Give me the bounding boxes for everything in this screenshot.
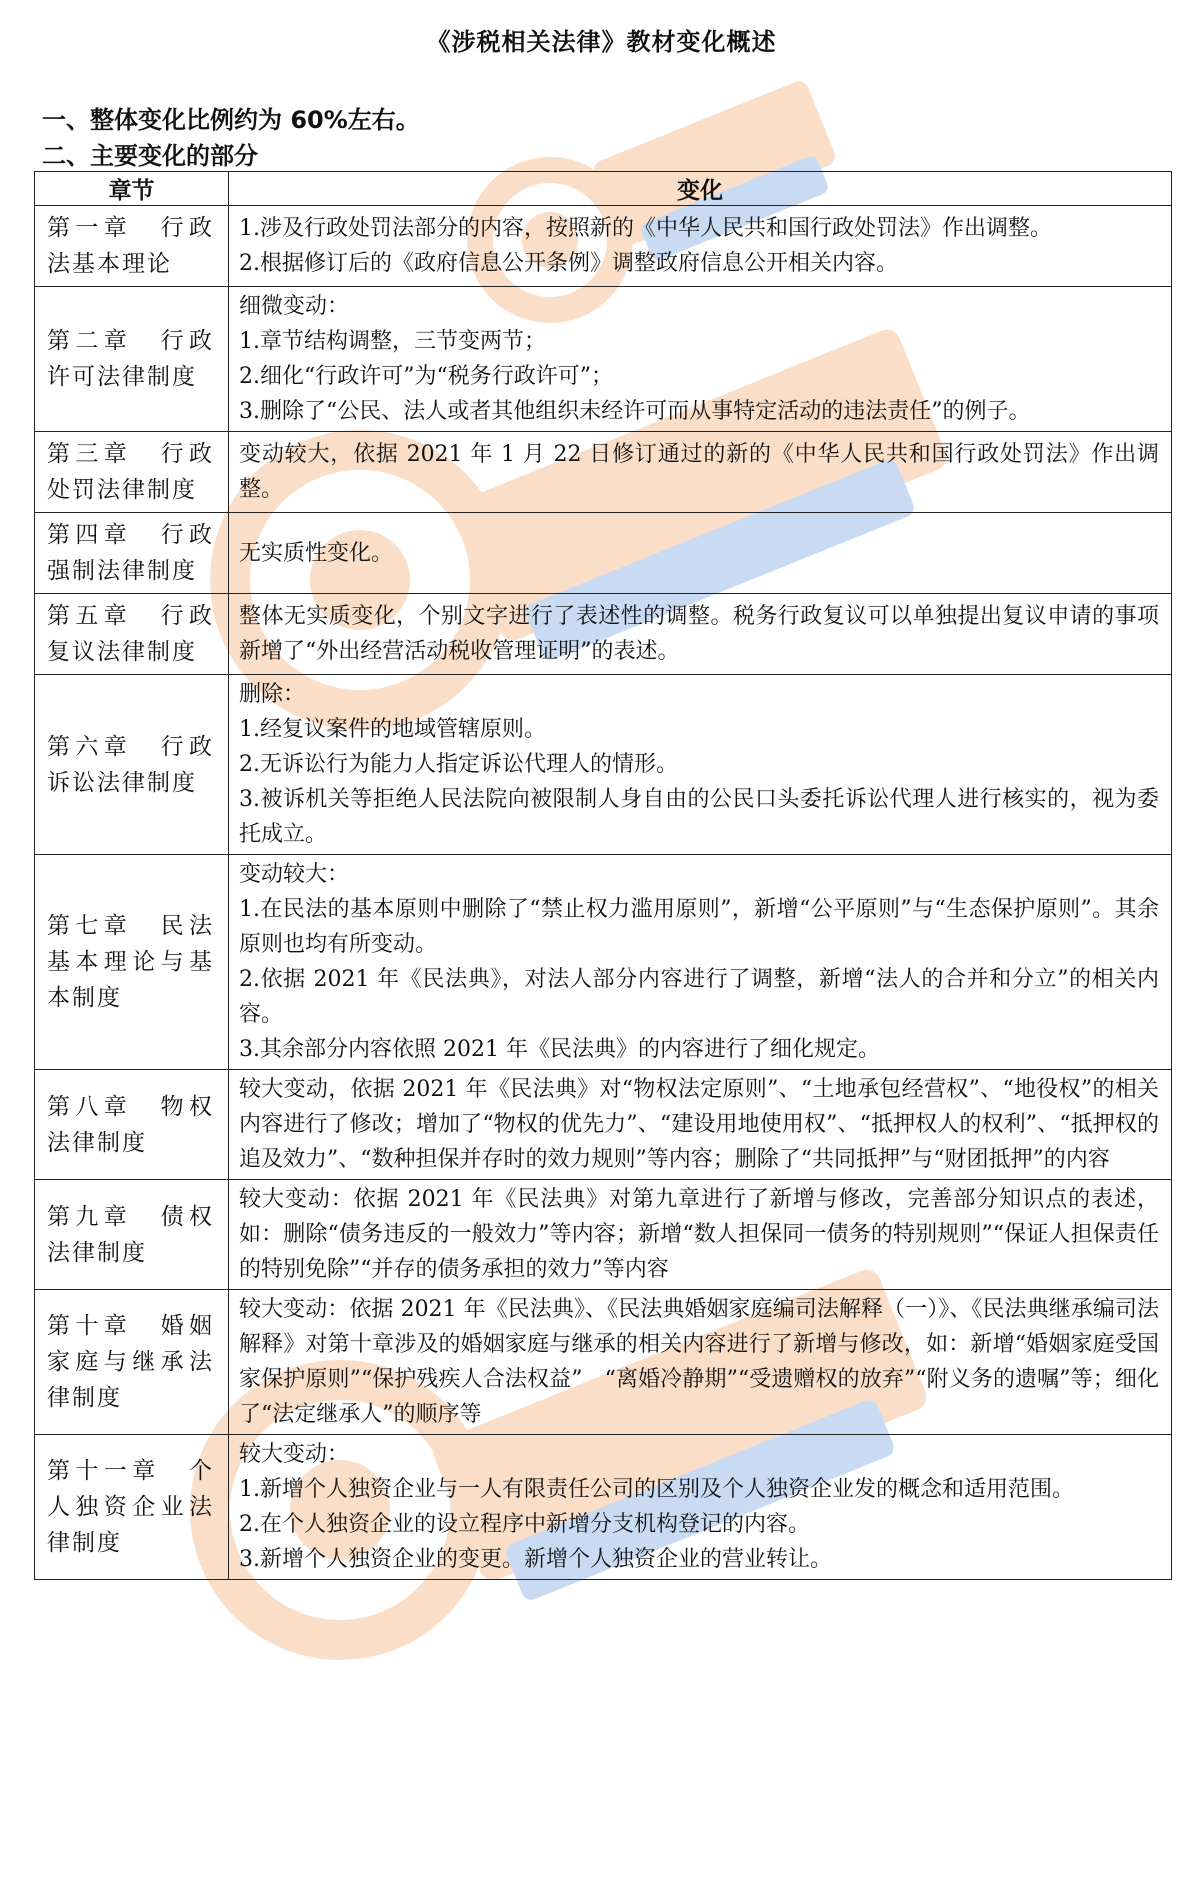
table-row bbox=[35, 432, 1172, 513]
section-heading-main-changes: 二、主要变化的部分 bbox=[42, 142, 258, 170]
table-row bbox=[35, 675, 1172, 855]
table-header-row bbox=[35, 172, 1172, 206]
table-row bbox=[35, 287, 1172, 432]
chapter-cell: 第三章 行政处罚法律制度 bbox=[35, 432, 229, 513]
chapter-cell: 第四章 行政强制法律制度 bbox=[35, 513, 229, 594]
change-cell bbox=[229, 206, 1172, 287]
change-line: 较大变动： bbox=[239, 1442, 350, 1467]
change-line: 2.细化“行政许可”为“税务行政许可”； bbox=[239, 364, 613, 389]
chapter-cell: 第六章 行政诉讼法律制度 bbox=[35, 675, 229, 855]
chapter-cell: 第七章 民法基本理论与基本制度 bbox=[35, 855, 229, 1070]
change-line: 删除： bbox=[239, 682, 306, 707]
change-cell bbox=[229, 1180, 1172, 1290]
change-line: 3.其余部分内容依照 2021 年《民法典》的内容进行了细化规定。 bbox=[239, 1037, 880, 1062]
change-cell bbox=[229, 513, 1172, 594]
change-line: 变动较大，依据 2021 年 1 月 22 日修订通过的新的《中华人民共和国行政处罚法》作出调整。 bbox=[239, 442, 1159, 502]
table-row bbox=[35, 1180, 1172, 1290]
change-line: 2.依据 2021 年《民法典》，对法人部分内容进行了调整，新增“法人的合并和分立”的相关内容。 bbox=[239, 967, 1159, 1027]
change-line: 较大变动：依据 2021 年《民法典》、《民法典婚姻家庭编司法解释（一）》、《民法典继承编司法解释》对第十章涉及的婚姻家庭与继承的相关内容进行了新增与修改，如：新增“婚姻家庭受国家保护原则”“保护残疾人合法权益” “离婚冷静期”“受遗赠权的放弃”“附义务的遗嘱”等；细化了“法定继承人”的顺序等 bbox=[239, 1297, 1159, 1427]
chapter-cell: 第十一章 个人独资企业法律制度 bbox=[35, 1435, 229, 1580]
change-line: 3.新增个人独资企业的变更。新增个人独资企业的营业转让。 bbox=[239, 1547, 832, 1572]
table-row bbox=[35, 1435, 1172, 1580]
change-cell bbox=[229, 1290, 1172, 1435]
header-change: 变化 bbox=[229, 172, 1172, 206]
change-cell bbox=[229, 1070, 1172, 1180]
table-row bbox=[35, 1070, 1172, 1180]
change-cell bbox=[229, 1435, 1172, 1580]
document-title: 《涉税相关法律》教材变化概述 bbox=[426, 28, 777, 56]
chapter-cell: 第五章 行政复议法律制度 bbox=[35, 594, 229, 675]
change-cell bbox=[229, 594, 1172, 675]
chapter-cell: 第二章 行政许可法律制度 bbox=[35, 287, 229, 432]
changes-table bbox=[34, 171, 1172, 1580]
change-line: 1.涉及行政处罚法部分的内容，按照新的《中华人民共和国行政处罚法》作出调整。 bbox=[239, 216, 1052, 241]
change-line: 2.根据修订后的《政府信息公开条例》调整政府信息公开相关内容。 bbox=[239, 251, 898, 276]
section-heading-overall: 一、整体变化比例约为 60%左右。 bbox=[42, 106, 420, 134]
change-line: 较大变动：依据 2021 年《民法典》对第九章进行了新增与修改，完善部分知识点的表述，如：删除“债务违反的一般效力”等内容；新增“数人担保同一债务的特别规则”“保证人担保责任的特别免除”“并存的债务承担的效力”等内容 bbox=[239, 1187, 1159, 1282]
table-row bbox=[35, 513, 1172, 594]
change-line: 2.无诉讼行为能力人指定诉讼代理人的情形。 bbox=[239, 752, 678, 777]
change-cell bbox=[229, 675, 1172, 855]
change-cell bbox=[229, 432, 1172, 513]
change-line: 1.新增个人独资企业与一人有限责任公司的区别及个人独资企业发的概念和适用范围。 bbox=[239, 1477, 1074, 1502]
chapter-cell: 第八章 物权法律制度 bbox=[35, 1070, 229, 1180]
change-line: 较大变动，依据 2021 年《民法典》对“物权法定原则”、“土地承包经营权”、“地役权”的相关内容进行了修改；增加了“物权的优先力”、“建设用地使用权”、“抵押权人的权利”、“抵押权的追及效力”、“数种担保并存时的效力规则”等内容；删除了“共同抵押”与“财团抵押”的内容 bbox=[239, 1077, 1159, 1172]
chapter-cell: 第一章 行政法基本理论 bbox=[35, 206, 229, 287]
table-row bbox=[35, 1290, 1172, 1435]
change-line: 1.章节结构调整，三节变两节； bbox=[239, 329, 546, 354]
change-line: 变动较大： bbox=[239, 862, 350, 887]
change-cell bbox=[229, 287, 1172, 432]
table-row bbox=[35, 206, 1172, 287]
change-cell bbox=[229, 855, 1172, 1070]
header-chapter: 章节 bbox=[35, 172, 229, 206]
table-row bbox=[35, 594, 1172, 675]
table-row bbox=[35, 855, 1172, 1070]
change-line: 2.在个人独资企业的设立程序中新增分支机构登记的内容。 bbox=[239, 1512, 810, 1537]
change-line: 无实质性变化。 bbox=[239, 540, 394, 566]
change-line: 整体无实质变化，个别文字进行了表述性的调整。税务行政复议可以单独提出复议申请的事项新增了“外出经营活动税收管理证明”的表述。 bbox=[239, 604, 1159, 664]
change-line: 3.删除了“公民、法人或者其他组织未经许可而从事特定活动的违法责任”的例子。 bbox=[239, 399, 1031, 424]
chapter-cell: 第十章 婚姻家庭与继承法律制度 bbox=[35, 1290, 229, 1435]
change-line: 1.经复议案件的地域管辖原则。 bbox=[239, 717, 546, 742]
change-line: 1.在民法的基本原则中删除了“禁止权力滥用原则”，新增“公平原则”与“生态保护原则”。其余原则也均有所变动。 bbox=[239, 897, 1159, 957]
chapter-cell: 第九章 债权法律制度 bbox=[35, 1180, 229, 1290]
change-line: 3.被诉机关等拒绝人民法院向被限制人身自由的公民口头委托诉讼代理人进行核实的，视为委托成立。 bbox=[239, 787, 1159, 847]
change-line: 细微变动： bbox=[239, 294, 350, 319]
